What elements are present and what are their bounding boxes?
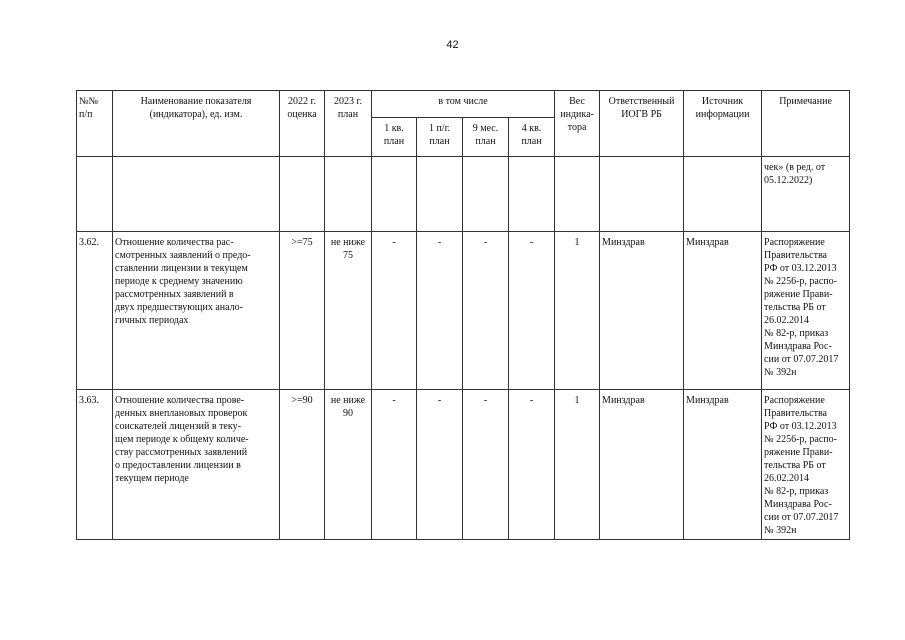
cell-note: чек» (в ред. от 05.12.2022): [762, 157, 850, 232]
cell-2023: не ниже 75: [325, 232, 372, 390]
header-in-total: в том числе: [372, 91, 555, 118]
cell-source: [684, 157, 762, 232]
header-2022: 2022 г. оценка: [280, 91, 325, 157]
cell-num: [77, 157, 113, 232]
header-h1: 1 п/г. план: [417, 118, 463, 157]
cell-9m: -: [463, 390, 509, 540]
cell-2023: [325, 157, 372, 232]
table-header-row: [77, 91, 850, 118]
cell-num: 3.63.: [77, 390, 113, 540]
cell-name: [113, 157, 280, 232]
cell-h1: [417, 157, 463, 232]
cell-name: Отношение количества рас- смотренных заявлений о предо- ставлении лицензии в текущем периоде к среднему значению рассмотренных заявлений в двух предшествующих анало- гичных периодах: [113, 232, 280, 390]
cell-2022: >=90: [280, 390, 325, 540]
header-2023: 2023 г. план: [325, 91, 372, 157]
header-responsible: Ответственный ИОГВ РБ: [600, 91, 684, 157]
header-9m: 9 мес. план: [463, 118, 509, 157]
table-row: [77, 232, 850, 390]
page-number: 42: [446, 39, 459, 51]
indicators-table: [76, 90, 850, 540]
header-q1: 1 кв. план: [372, 118, 417, 157]
cell-responsible: Минздрав: [600, 390, 684, 540]
cell-num: 3.62.: [77, 232, 113, 390]
cell-2022: [280, 157, 325, 232]
cell-name: Отношение количества прове- денных внеплановых проверок соискателей лицензий в теку- щем периоде к общему количе- ству рассмотренных заявлений о предоставлении лицензии в текущем периоде: [113, 390, 280, 540]
header-q4: 4 кв. план: [509, 118, 555, 157]
header-weight: Вес индика- тора: [555, 91, 600, 157]
cell-2022: >=75: [280, 232, 325, 390]
cell-q1: -: [372, 232, 417, 390]
cell-note: Распоряжение Правительства РФ от 03.12.2013 № 2256-р, распо- ряжение Прави- тельства РБ от 26.02.2014 № 82-р, приказ Минздрава Рос- сии от 07.07.2017 № 392н: [762, 232, 850, 390]
cell-h1: -: [417, 232, 463, 390]
cell-2023: не ниже 90: [325, 390, 372, 540]
table-row: [77, 390, 850, 540]
cell-9m: [463, 157, 509, 232]
cell-q4: -: [509, 232, 555, 390]
header-source: Источник информации: [684, 91, 762, 157]
cell-9m: -: [463, 232, 509, 390]
table-row: [77, 157, 850, 232]
cell-q1: [372, 157, 417, 232]
cell-note: Распоряжение Правительства РФ от 03.12.2013 № 2256-р, распо- ряжение Прави- тельства РБ от 26.02.2014 № 82-р, приказ Минздрава Рос- сии от 07.07.2017 № 392н: [762, 390, 850, 540]
cell-weight: 1: [555, 232, 600, 390]
header-name: Наименование показателя (индикатора), ед. изм.: [113, 91, 280, 157]
cell-q4: -: [509, 390, 555, 540]
header-num: №№ п/п: [77, 91, 113, 157]
header-note: Примечание: [762, 91, 850, 157]
cell-source: Минздрав: [684, 232, 762, 390]
cell-source: Минздрав: [684, 390, 762, 540]
cell-responsible: Минздрав: [600, 232, 684, 390]
cell-weight: 1: [555, 390, 600, 540]
cell-q4: [509, 157, 555, 232]
cell-weight: [555, 157, 600, 232]
cell-responsible: [600, 157, 684, 232]
cell-q1: -: [372, 390, 417, 540]
cell-h1: -: [417, 390, 463, 540]
